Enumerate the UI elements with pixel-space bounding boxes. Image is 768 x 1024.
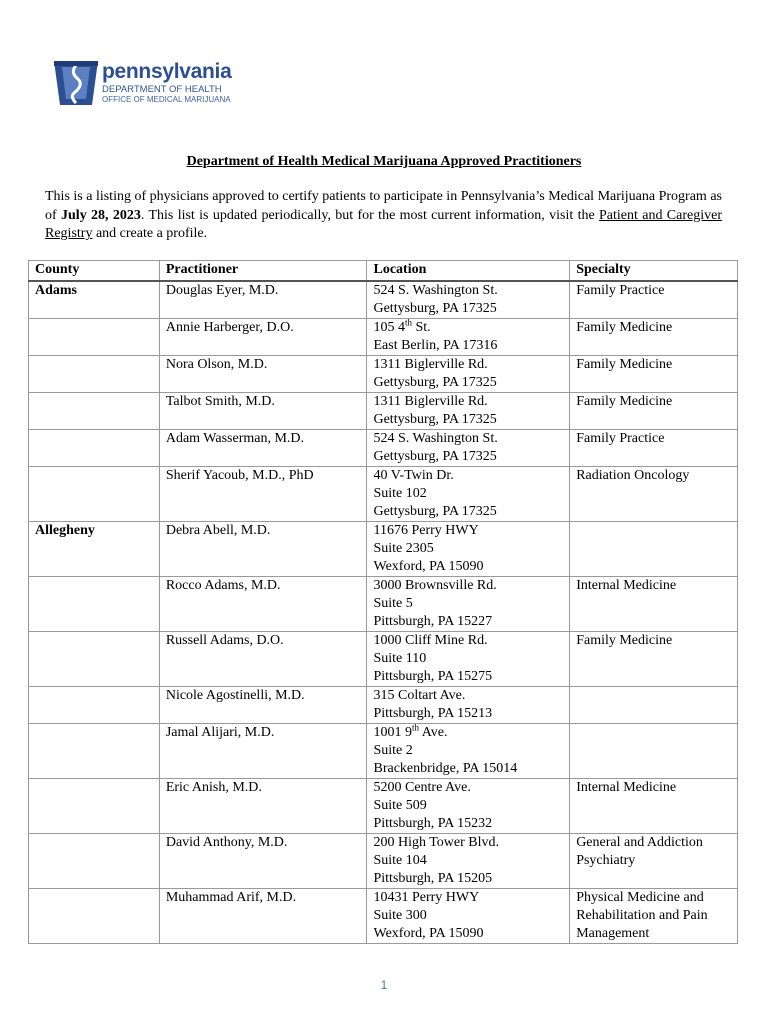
location-line: Gettysburg, PA 17325 [373,412,497,427]
location-line: Brackenbridge, PA 15014 [373,761,518,776]
location-line: Pittsburgh, PA 15232 [373,816,493,831]
practitioner-cell: David Anthony, M.D. [159,834,367,889]
practitioner-cell: Douglas Eyer, M.D. [159,281,367,319]
location-line: Suite 509 [373,798,427,813]
location-cell [367,430,570,467]
location-line: Suite 2 [373,743,413,758]
location-line: Pittsburgh, PA 15205 [373,871,493,886]
table-row [29,281,738,319]
practitioner-cell: Adam Wasserman, M.D. [159,430,367,467]
specialty-cell: Family Medicine [570,356,738,393]
practitioner-cell: Jamal Alijari, M.D. [159,724,367,779]
specialty-cell [570,724,738,779]
location-line: Suite 300 [373,908,427,923]
location-line: 11676 Perry HWY [373,523,479,538]
location-line: Pittsburgh, PA 15227 [373,614,493,629]
table-row [29,356,738,393]
county-cell [29,889,160,944]
county-cell [29,393,160,430]
specialty-cell: Internal Medicine [570,779,738,834]
header-county: County [29,261,160,282]
location-line: Wexford, PA 15090 [373,559,484,574]
location-line: 3000 Brownsville Rd. [373,578,497,593]
specialty-cell: Physical Medicine and Rehabilitation and Pain Management [570,889,738,944]
specialty-cell: Family Medicine [570,393,738,430]
location-cell [367,467,570,522]
location-line: Suite 5 [373,596,413,611]
logo-department: DEPARTMENT OF HEALTH [102,84,222,95]
specialty-cell: General and Addiction Psychiatry [570,834,738,889]
practitioner-cell: Sherif Yacoub, M.D., PhD [159,467,367,522]
practitioner-cell: Muhammad Arif, M.D. [159,889,367,944]
intro-text-2: . This list is updated periodically, but for the most current information, visit the [140,207,600,223]
location-line: 315 Coltart Ave. [373,688,466,703]
intro-text-1: This is a listing of physicians approved to certify patients to participate in Pennsylvania’s Medical Marijuana Program as of [45,189,722,223]
table-body [29,281,738,944]
registry-link[interactable]: Patient and Caregiver Registry [45,207,722,241]
specialty-cell [570,687,738,724]
location-line: 1000 Cliff Mine Rd. [373,633,488,648]
location-line: Suite 110 [373,651,427,666]
location-line: 5200 Centre Ave. [373,780,471,795]
location-line: Pittsburgh, PA 15275 [373,669,493,684]
pa-health-logo [52,57,252,107]
practitioner-cell: Nicole Agostinelli, M.D. [159,687,367,724]
location-line: Suite 104 [373,853,427,868]
table-row [29,687,738,724]
county-cell [29,319,160,356]
location-cell [367,319,570,356]
location-cell [367,632,570,687]
county-cell [29,632,160,687]
location-line: Gettysburg, PA 17325 [373,504,497,519]
specialty-cell: Family Medicine [570,319,738,356]
location-line: Pittsburgh, PA 15213 [373,706,493,721]
page-number: 1 [380,978,388,992]
table-row [29,834,738,889]
location-cell [367,522,570,577]
county-cell [29,577,160,632]
intro-paragraph [45,188,722,244]
practitioner-cell: Eric Anish, M.D. [159,779,367,834]
specialty-cell: Family Practice [570,430,738,467]
location-line: Gettysburg, PA 17325 [373,301,497,316]
location-line: Wexford, PA 15090 [373,926,484,941]
table-row [29,430,738,467]
location-cell [367,834,570,889]
location-line: Gettysburg, PA 17325 [373,375,497,390]
location-line: 200 High Tower Blvd. [373,835,500,850]
location-cell [367,393,570,430]
county-cell [29,834,160,889]
specialty-cell: Radiation Oncology [570,467,738,522]
specialty-cell: Family Practice [570,281,738,319]
location-line: Suite 102 [373,486,427,501]
location-line: 105 4th St. [373,317,431,335]
table-row [29,889,738,944]
keystone-logo-icon [52,59,100,107]
table-header-row [29,261,738,282]
location-cell [367,779,570,834]
location-cell [367,281,570,319]
practitioner-cell: Rocco Adams, M.D. [159,577,367,632]
header-location: Location [367,261,570,282]
document-title: Department of Health Medical Marijuana Approved Practitioners [186,154,582,169]
intro-text-3: and create a profile. [92,226,208,241]
county-cell [29,467,160,522]
county-cell [29,779,160,834]
county-cell [29,724,160,779]
location-line: 10431 Perry HWY [373,890,480,905]
location-cell [367,687,570,724]
specialty-cell: Internal Medicine [570,577,738,632]
location-line: 1311 Biglerville Rd. [373,357,488,372]
table-row [29,632,738,687]
logo-office: OFFICE OF MEDICAL MARIJUANA [102,95,231,104]
table-row [29,467,738,522]
location-line: 1311 Biglerville Rd. [373,394,488,409]
location-line: Gettysburg, PA 17325 [373,449,497,464]
header-practitioner: Practitioner [159,261,367,282]
location-cell [367,724,570,779]
county-cell [29,430,160,467]
logo-name: pennsylvania [102,60,232,83]
specialty-cell [570,522,738,577]
county-cell [29,356,160,393]
specialty-cell: Family Medicine [570,632,738,687]
location-line: 1001 9th Ave. [373,722,448,740]
county-cell: Adams [29,281,160,319]
location-line: 524 S. Washington St. [373,283,498,298]
location-cell [367,356,570,393]
practitioner-cell: Debra Abell, M.D. [159,522,367,577]
county-cell [29,687,160,724]
location-line: East Berlin, PA 17316 [373,338,498,353]
practitioner-cell: Nora Olson, M.D. [159,356,367,393]
header-specialty: Specialty [570,261,738,282]
location-line: 40 V-Twin Dr. [373,468,454,483]
practitioner-table [28,260,738,944]
table-row [29,393,738,430]
table-row [29,779,738,834]
location-cell [367,889,570,944]
table-row [29,522,738,577]
county-cell: Allegheny [29,522,160,577]
practitioner-cell: Russell Adams, D.O. [159,632,367,687]
practitioner-cell: Annie Harberger, D.O. [159,319,367,356]
table-row [29,319,738,356]
location-cell [367,577,570,632]
location-line: Suite 2305 [373,541,434,556]
practitioner-cell: Talbot Smith, M.D. [159,393,367,430]
location-line: 524 S. Washington St. [373,431,498,446]
table-row [29,577,738,632]
table-row [29,724,738,779]
listing-date: July 28, 2023 [61,207,141,223]
